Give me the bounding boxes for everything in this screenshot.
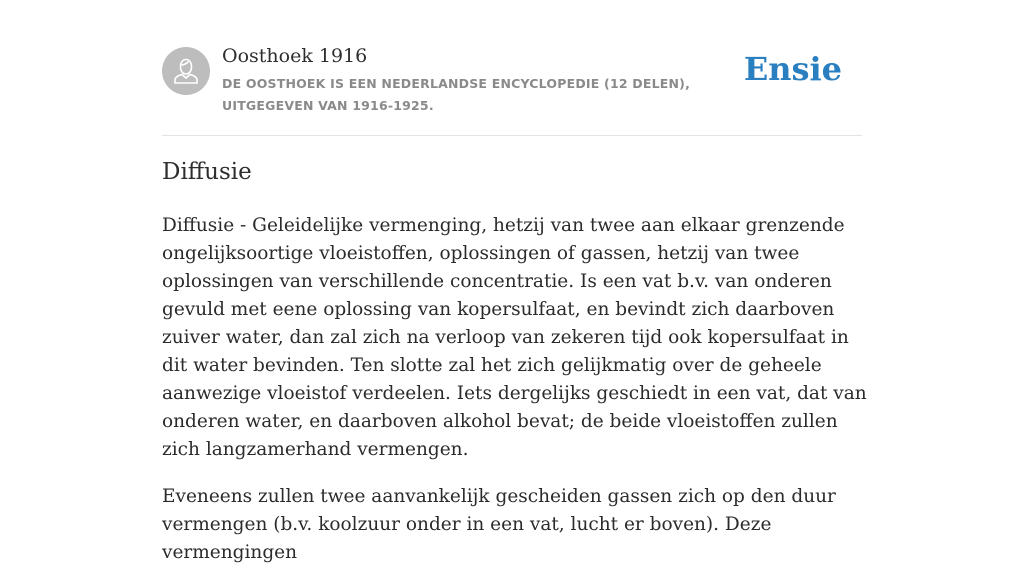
source-title[interactable]: Oosthoek 1916: [222, 45, 368, 67]
user-silhouette-icon: [171, 56, 201, 86]
brand-logo[interactable]: Ensie: [743, 50, 842, 88]
article-paragraph: Eveneens zullen twee aanvankelijk gescheiden gassen zich op den duur vermengen (b.v. koolzuur onder in een vat, lucht er boven). Deze vermengingen: [162, 486, 836, 563]
avatar[interactable]: [162, 47, 210, 95]
article-body: [162, 212, 867, 586]
source-description: DE OOSTHOEK IS EEN NEDERLANDSE ENCYCLOPEDIE (12 DELEN), UITGEGEVEN VAN 1916-1925.: [222, 76, 691, 113]
header-divider: [162, 135, 862, 136]
article-title: Diffusie: [162, 159, 252, 185]
article-paragraph: Diffusie - Geleidelijke vermenging, hetzij van twee aan elkaar grenzende ongelijksoortige vloeistoffen, oplossingen of gassen, hetzij van twee oplossingen van verschillende concentratie. Is een vat b.v. van onderen gevuld met eene oplossing van kopersulfaat, en bevindt zich daarboven zuiver water, dan zal zich na verloop van zekeren tijd ook kopersulfaat in dit water bevinden. Ten slotte zal het zich gelijkmatig over de geheele aanwezige vloeistof verdeelen. Iets dergelijks geschiedt in een vat, dat van onderen water, en daarboven alkohol bevat; de beide vloeistoffen zullen zich langzamerhand vermengen.: [162, 215, 867, 460]
